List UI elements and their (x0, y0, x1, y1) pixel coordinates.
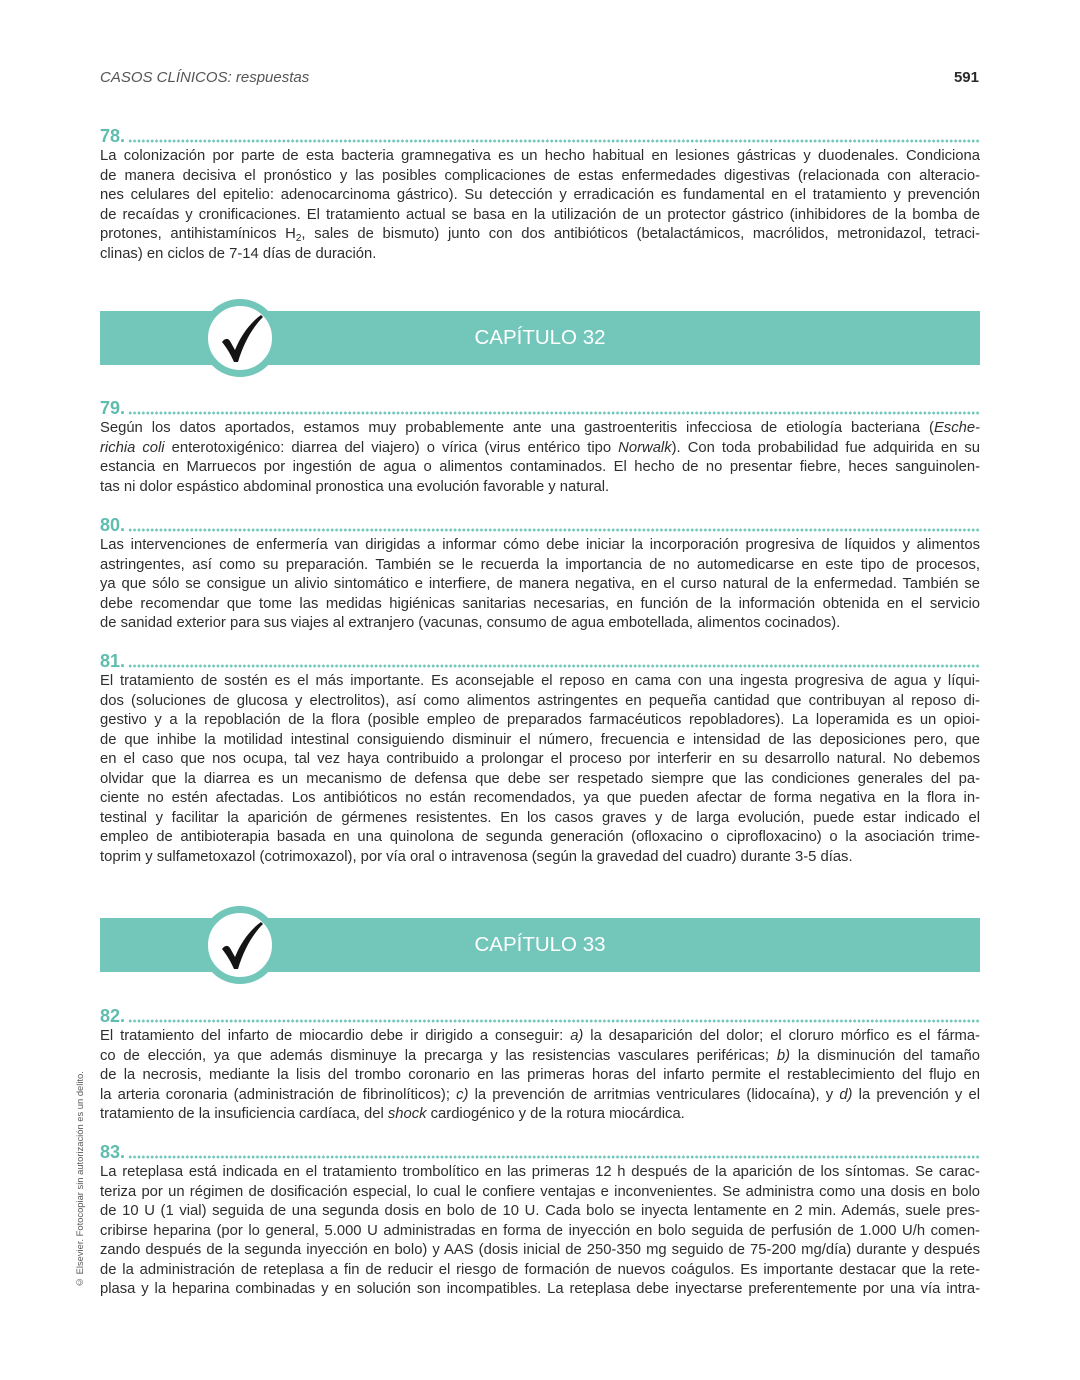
text-run: enterotoxigénico: diarrea del viajero) o vírica (virus entérico tipo (164, 439, 619, 456)
answer-text (100, 419, 980, 497)
italic-text: Norwalk (618, 439, 672, 456)
text-run: de recaídas y cronificaciones. El tratamiento actual se basa en la utilización de un protector gástrico (inhibidores de la bomba de (100, 206, 980, 223)
text-run: cribirse heparina (por lo general, 5.000 U administradas en forma de inyección en bolo seguida de perfusión de 1.000 U/h comen- (100, 1222, 980, 1239)
text-run: olvidar que la diarrea es un mecanismo de defensa que debe ser respetado siempre que las condiciones generales del pa- (100, 770, 980, 787)
text-line (100, 692, 980, 712)
answer-text (100, 1163, 980, 1300)
answer-number: 80. (100, 515, 126, 535)
text-run: La colonización por parte de esta bacteria gramnegativa es un hecho habitual en lesiones gástricas y duodenales. Condiciona (100, 148, 980, 164)
text-run: dos (soluciones de glucosa y electrolitos), así como alimentos astringentes en pequeña cantidad que contribuyan al reposo di- (100, 692, 980, 709)
text-line (100, 1105, 980, 1125)
text-run: cardiogénico y de la rotura miocárdica. (426, 1106, 685, 1123)
chapter-title: CAPÍTULO 32 (474, 326, 606, 349)
chapter-title: CAPÍTULO 33 (474, 933, 606, 956)
text-run: de la administración de reteplasa a fin de reducir el riesgo de formación de nuevos coágulos. Es importante destacar que la rete- (100, 1261, 980, 1278)
text-line (100, 1261, 980, 1281)
answer-block (100, 515, 980, 634)
text-run: de sanidad exterior para sus viajes al extranjero (vacunas, consumo de agua embotellada, alimentos cocinados). (100, 615, 841, 632)
text-run: , sales de bismuto) junto con dos antibióticos (betalactámicos, macrólidos, metronidazol, tetraci- (301, 226, 980, 243)
text-run: empleo de antibioterapia basada en una quinolona de segunda generación (ofloxacino o ciprofloxacino) o la asociación trime- (100, 829, 980, 846)
answer-heading (100, 651, 980, 671)
text-line (100, 828, 980, 848)
text-line (100, 1183, 980, 1203)
text-line (100, 848, 980, 868)
answer-number: 78. (100, 126, 126, 146)
text-line (100, 595, 980, 615)
italic-text: shock (387, 1106, 427, 1123)
answer-heading (100, 1142, 980, 1162)
text-line (100, 1027, 980, 1047)
text-run: La reteplasa está indicada en el tratamiento trombolítico en las primeras 12 h después de la aparición de los síntomas. Se carac- (100, 1164, 980, 1180)
italic-text: Esche- (933, 420, 980, 436)
answer-number: 82. (100, 1006, 126, 1026)
text-line (100, 809, 980, 829)
text-run: en el caso que nos ocupa, tal vez haya contribuido a prolongar el proceso por interferir en su desarrollo natural. No debemos (100, 751, 980, 768)
dotted-leader (128, 528, 980, 532)
text-line (100, 1066, 980, 1086)
text-run: clinas) en ciclos de 7-14 días de duración. (100, 245, 377, 262)
italic-text: c) (456, 1086, 469, 1103)
dotted-leader (128, 1019, 980, 1023)
text-line (100, 556, 980, 576)
italic-text: a) (570, 1028, 584, 1044)
text-run: toprim y sulfametoxazol (cotrimoxazol), por vía oral o intravenosa (según la gravedad del cuadro) durante 3-5 días. (100, 848, 853, 865)
text-line (100, 147, 980, 167)
answer-heading (100, 1006, 980, 1026)
text-run: ya que sólo se consigue un alivio sintomático e interfiere, de manera negativa, en el curso natural de la enfermedad. También se (100, 576, 980, 593)
text-run: la disminución del tamaño (790, 1047, 981, 1064)
text-run: la arteria coronaria (administración de fibrinolíticos); (100, 1086, 457, 1103)
answer-text (100, 672, 980, 867)
text-run: ). Con toda probabilidad fue adquirida en su (671, 439, 980, 456)
text-line (100, 245, 980, 265)
running-head: CASOS CLÍNICOS: respuestas (100, 69, 310, 86)
text-line (100, 225, 980, 245)
text-run: Las intervenciones de enfermería van dirigidas a informar cómo debe iniciar la incorporación progresiva de líquidos y alimentos (100, 537, 980, 553)
dotted-leader (128, 664, 980, 668)
text-line (100, 1047, 980, 1067)
text-run: tas ni dolor espástico abdominal pronostica una evolución favorable y natural. (100, 478, 610, 495)
italic-text: richia coli (100, 439, 165, 456)
chapter-banner (100, 311, 980, 365)
answer-heading (100, 126, 980, 146)
dotted-leader (128, 139, 980, 143)
text-run: protones, antihistamínicos H (100, 226, 296, 243)
text-run: co de elección, ya que además disminuye la precarga y las resistencias vasculares periféricas; (100, 1047, 777, 1064)
text-run: de que inhibe la motilidad intestinal consiguiendo disminuir el número, frecuencia e intensidad de las deposiciones pero, que (100, 731, 980, 748)
text-line (100, 458, 980, 478)
text-line (100, 419, 980, 439)
text-line (100, 614, 980, 634)
text-line (100, 439, 980, 459)
italic-text: d) (839, 1086, 853, 1103)
answer-block (100, 126, 980, 264)
chapter-banner (100, 918, 980, 972)
text-line (100, 206, 980, 226)
answer-number: 81. (100, 651, 126, 671)
answer-block (100, 1142, 980, 1300)
answer-block (100, 1006, 980, 1125)
text-line (100, 789, 980, 809)
answer-block (100, 651, 980, 867)
answer-text (100, 147, 980, 264)
page-number: 591 (953, 69, 979, 86)
text-line (100, 770, 980, 790)
text-line (100, 731, 980, 751)
subscript: 2 (295, 233, 302, 245)
answer-number: 83. (100, 1142, 126, 1162)
dotted-leader (128, 1155, 980, 1159)
text-run: El tratamiento del infarto de miocardio debe ir dirigido a conseguir: (100, 1028, 571, 1044)
text-run: zando después de la segunda inyección en bolo) y AAS (dosis inicial de 250-350 mg seguido de 75-200 mg/día) durante y después (100, 1242, 980, 1259)
text-line (100, 167, 980, 187)
text-run: de manera decisiva el pronóstico y las posibles complicaciones de estas enfermedades digestivas (relacionada con alteracio- (100, 167, 980, 184)
text-run: ciente no estén afectadas. Los antibióticos no están recomendados, ya que pueden afectar de forma negativa en la flora in- (100, 790, 980, 807)
dotted-leader (128, 411, 980, 415)
text-line (100, 1222, 980, 1242)
text-line (100, 1086, 980, 1106)
answer-heading (100, 515, 980, 535)
text-line (100, 750, 980, 770)
text-run: tratamiento de la insuficiencia cardíaca, del (100, 1106, 388, 1123)
text-line (100, 1280, 980, 1300)
text-run: nes celulares del epitelio: adenocarcinoma gástrico). Su detección y erradicación es fundamental en el tratamiento y prevención (100, 187, 980, 204)
text-run: Según los datos aportados, estamos muy probablemente ante una gastroenteritis infecciosa de etiología bacteriana ( (100, 420, 934, 436)
text-run: debe recomendar que tome las medidas higiénicas sanitarias necesarias, en función de la información obtenida en el servicio (100, 595, 980, 612)
text-run: El tratamiento de sostén es el más importante. Es aconsejable el reposo en cama con una ingesta progresiva de agua y líqui- (100, 673, 980, 689)
copyright-notice: © Elsevier. Fotocopiar sin autorización es un delito. (74, 1071, 85, 1289)
text-run: estancia en Marruecos por ingestión de agua o alimentos contaminados. El hecho de no presentar fiebre, heces sanguinolen- (100, 459, 980, 476)
text-run: plasa y la heparina combinadas y en solución son incompatibles. La reteplasa debe inyectarse preferentemente por una vía intra- (100, 1281, 980, 1298)
answer-block (100, 398, 980, 497)
text-line (100, 536, 980, 556)
text-line (100, 478, 980, 498)
answer-text (100, 1027, 980, 1125)
answer-number: 79. (100, 398, 126, 418)
text-run: teriza por un régimen de dosificación especial, lo cual le confiere ventajas e inconvenientes. Se administra como una dosis en bolo (100, 1183, 980, 1200)
text-run: la prevención y el (852, 1086, 980, 1103)
text-run: de la necrosis, mediante la lisis del trombo coronario en las primeras horas del infarto permite el restablecimiento del flujo en (100, 1067, 980, 1084)
answer-text (100, 536, 980, 634)
text-line (100, 1163, 980, 1183)
text-line (100, 1241, 980, 1261)
text-run: astringentes, así como su preparación. También se le recuerda la importancia de no automedicarse en este tipo de procesos, (100, 556, 980, 573)
text-line (100, 672, 980, 692)
text-run: de 10 U (1 vial) seguida de una segunda dosis en bolo de 10 U. Cada bolo se inyecta lentamente en 2 min. Además, suele pres- (100, 1203, 980, 1220)
text-run: la desaparición del dolor; el cloruro mórfico es el fárma- (583, 1028, 980, 1044)
text-line (100, 575, 980, 595)
italic-text: b) (776, 1047, 791, 1064)
text-run: la prevención de arritmias ventriculares (lidocaína), y (468, 1086, 840, 1103)
answer-heading (100, 398, 980, 418)
text-run: testinal y facilitar la aparición de gérmenes resistentes. En los casos graves y de larga evolución, puede estar indicado el (100, 809, 980, 826)
text-run: gestivo y a la repoblación de la flora (posible empleo de preparados farmacéuticos repobladores). La loperamida es un opioi- (100, 712, 980, 729)
text-line (100, 186, 980, 206)
text-line (100, 1202, 980, 1222)
text-line (100, 711, 980, 731)
